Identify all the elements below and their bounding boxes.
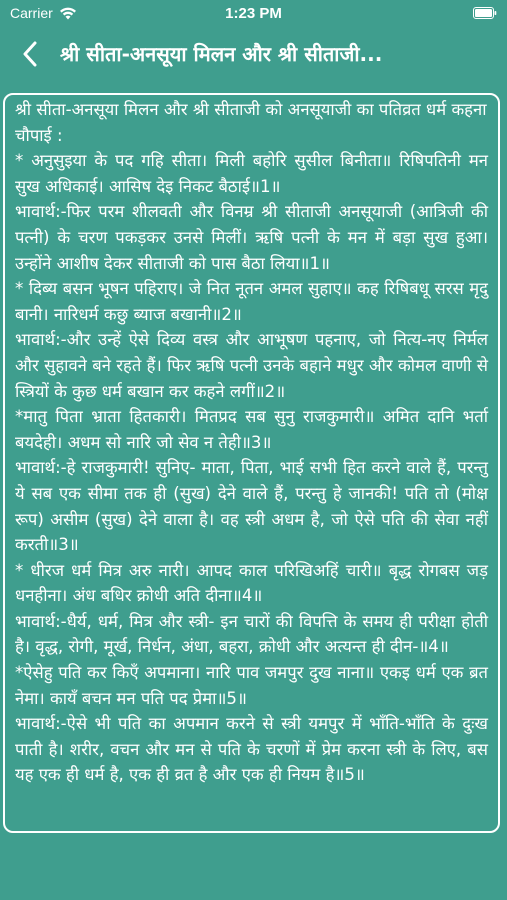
content-text-view[interactable] bbox=[3, 93, 500, 833]
text-line: श्री सीता-अनसूया मिलन और श्री सीताजी को अनसूयाजी का पतिव्रत धर्म कहना bbox=[15, 100, 487, 119]
status-bar bbox=[0, 0, 507, 28]
carrier-label: Carrier bbox=[10, 5, 53, 21]
chevron-left-icon bbox=[22, 41, 38, 67]
navigation-bar bbox=[0, 28, 507, 80]
status-time: 1:23 PM bbox=[225, 5, 282, 22]
text-line: भावार्थ:-और उन्हें ऐसे दिव्य वस्त्र और आभूषण पहनाए, जो नित्य-नए निर्मल और सुहावने बने रहते हैं। फिर ऋषि पत्नी उनके बहाने मधुर और कोमल वाणी से स्त्रियों के कुछ धर्म बखान कर कहने लगीं॥2॥ bbox=[15, 330, 488, 401]
content-text bbox=[5, 95, 498, 788]
back-button[interactable] bbox=[10, 34, 50, 74]
text-line: चौपाई : bbox=[15, 125, 63, 145]
text-line: *ऐसेहु पति कर किएँ अपमाना। नारि पाव जमपुर दुख नाना॥ एकइ धर्म एक ब्रत नेमा। कायँ बचन मन पति पद प्रेमा॥5॥ bbox=[15, 663, 488, 708]
text-line: भावार्थ:-हे राजकुमारी! सुनिए- माता, पिता, भाई सभी हित करने वाले हैं, परन्तु ये सब एक सीमा तक ही (सुख) देने वाले हैं, परन्तु हे जानकी! पति तो (मोक्ष रूप) असीम (सुख) देने वाला है। वह स्त्री अधम है, जो ऐसे पति की सेवा नहीं करती॥3॥ bbox=[15, 458, 488, 555]
text-line: भावार्थ:-ऐसे भी पति का अपमान करने से स्त्री यमपुर में भाँति-भाँति के दुःख पाती है। शरीर, वचन और मन से पति के चरणों में प्रेम करना स्त्री के लिए, बस यह एक ही धर्म है, एक ही व्रत है और एक ही नियम है॥5॥ bbox=[15, 714, 488, 785]
page-title: श्री सीता-अनसूया मिलन और श्री सीताजी... bbox=[60, 42, 383, 66]
text-line: *मातु पिता भ्राता हितकारी। मितप्रद सब सुनु राजकुमारी॥ अमित दानि भर्ता बयदेही। अधम सो नारि जो सेव न तेही॥3॥ bbox=[15, 407, 488, 452]
text-line: * दिब्य बसन भूषन पहिराए। जे नित नूतन अमल सुहाए॥ कह रिषिबधू सरस मृदु बानी। नारिधर्म कछु ब्याज बखानी॥2॥ bbox=[15, 279, 488, 324]
text-line: भावार्थ:-फिर परम शीलवती और विनम्र श्री सीताजी अनसूयाजी (आत्रिजी की पत्नी) के चरण पकड़कर उनसे मिलीं। ऋषि पत्नी के मन में बड़ा सुख हुआ। उन्होंने आशीष देकर सीताजी को पास बैठा लिया॥1॥ bbox=[15, 202, 488, 273]
battery-icon bbox=[473, 7, 497, 19]
text-line: * धीरज धर्म मित्र अरु नारी। आपद काल परिखिअहिं चारी॥ बृद्ध रोगबस जड़ धनहीना। अंध बधिर क्रोधी अति दीना॥4॥ bbox=[15, 560, 488, 606]
text-line: भावार्थ:-धैर्य, धर्म, मित्र और स्त्री- इन चारों की विपत्ति के समय ही परीक्षा होती है। वृद्ध, रोगी, मूर्ख, निर्धन, अंधा, बहरा, क्रोधी और अत्यन्त ही दीन-॥4॥ bbox=[15, 611, 488, 657]
text-line: * अनुसुइया के पद गहि सीता। मिली बहोरि सुसील बिनीता॥ रिषिपतिनी मन सुख अधिकाई। आसिष देइ निकट बैठाई॥1॥ bbox=[15, 151, 488, 196]
